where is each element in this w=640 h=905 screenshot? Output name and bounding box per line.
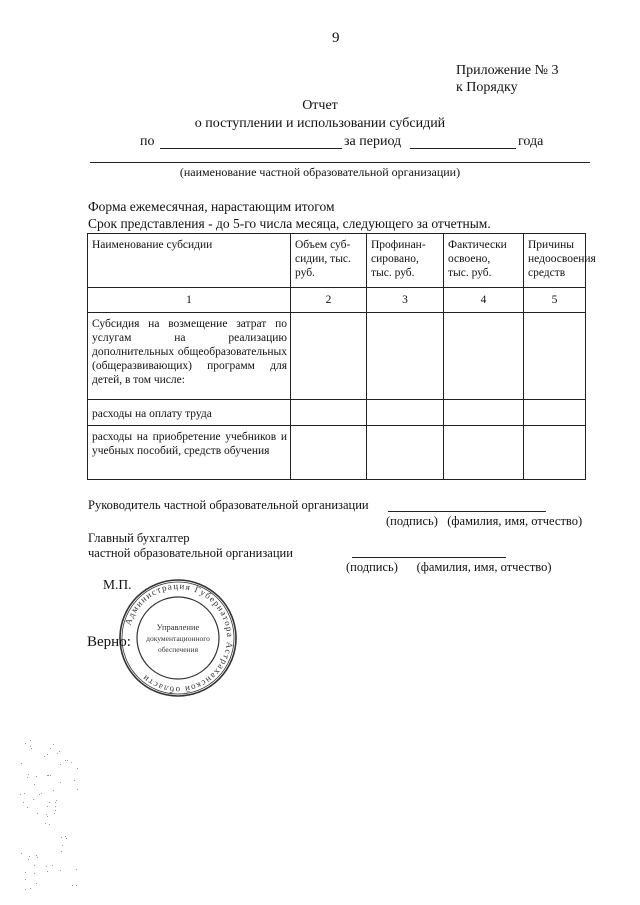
scan-speck [30,740,31,741]
scan-speck [30,888,31,889]
scan-speck [33,799,34,800]
accountant-signature-caption: (подпись) (фамилия, имя, отчество) [346,560,552,574]
scan-speck [47,816,48,817]
column-number: 4 [444,288,524,313]
head-signature-line [388,511,546,512]
scan-speck [49,802,50,803]
scan-speck [25,872,26,873]
scan-speck [57,753,58,754]
scan-speck [37,813,38,814]
column-number: 3 [367,288,444,313]
table-header-row [88,234,586,288]
header-cell-reasons: Причины недоосвоения средств [524,234,586,288]
page-number: 9 [332,30,340,46]
stamp-icon [117,577,239,699]
period-middle: за период [344,134,402,149]
org-name-blank [160,148,342,149]
scan-speck [46,814,47,815]
report-title: Отчет [302,98,338,113]
organization-caption: (наименование частной образовательной организации) [179,165,461,179]
scan-speck [67,760,68,761]
scan-speck [65,760,66,761]
table-row [88,426,586,480]
header-cell-name: Наименование субсидии [88,234,291,288]
scan-speck [25,743,26,744]
scan-speck [47,806,48,807]
accountant-label-1: Главный бухгалтер [88,531,190,545]
scan-speck [23,802,24,803]
scan-speck [24,793,25,794]
scan-speck [49,824,50,825]
scan-speck [47,871,48,872]
scan-speck [28,774,29,775]
table-cell [524,313,586,400]
column-number: 5 [524,288,586,313]
scan-speck [53,744,54,745]
head-signature-caption: (подпись) (фамилия, имя, отчество) [386,514,583,528]
organization-line [90,162,590,163]
scan-speck [66,838,67,839]
seal-place-label: М.П. [103,577,132,592]
scan-speck [28,859,29,860]
scan-speck [21,763,22,764]
stamp-inner-line-2: документационного [146,634,210,643]
accountant-signature-line [352,557,506,558]
scan-speck [34,784,35,785]
accountant-label-2: частной образовательной организации [88,546,293,560]
official-stamp [117,577,239,699]
scan-speck [36,776,37,777]
scan-speck [61,837,62,838]
table-cell [524,400,586,426]
scan-speck [27,807,28,808]
stamp-inner-line-1: Управление [156,622,200,632]
table-cell [524,426,586,480]
scan-speck [36,855,37,856]
scan-speck [47,754,48,755]
table-number-row [88,288,586,313]
scan-speck [55,810,56,811]
column-number: 1 [88,288,291,313]
scan-speck [53,790,54,791]
scan-speck [72,885,73,886]
scan-speck [34,865,35,866]
scan-speck [46,866,47,867]
scan-speck [77,768,78,769]
scan-speck [55,802,56,803]
scan-speck [37,857,38,858]
scan-speck [62,845,63,846]
scan-speck [29,856,30,857]
table-cell [444,400,524,426]
row-label-subsidy: Субсидия на возмещение затрат по услугам на реализацию дополнительных общеобразовательных (общеразвивающих) программ для детей, в том числе: [88,313,291,400]
table-cell [444,426,524,480]
scan-speck [55,806,56,807]
scan-speck [30,746,31,747]
scan-speck [25,879,26,880]
scan-speck [21,853,22,854]
scan-speck [76,885,77,886]
header-cell-volume: Объем суб- сидии, тыс. руб. [291,234,367,288]
appendix-line-1: Приложение № 3 [456,63,559,78]
scan-speck [54,813,55,814]
report-subtitle: о поступлении и использовании субсидий [194,116,446,131]
scan-speck [31,748,32,749]
scan-speck [48,775,49,776]
scan-speck [61,851,62,852]
submission-deadline: Срок представления - до 5-го числа месяца, следующего за отчетным. [88,216,491,231]
scan-speck [41,793,42,794]
header-cell-financed: Профинан- сировано, тыс. руб. [367,234,444,288]
period-blank [410,148,516,149]
table-cell [367,313,444,400]
report-table [87,233,596,480]
table-cell [444,313,524,400]
table-row [88,313,586,400]
certified-label: Верно: [87,634,131,650]
scan-speck [44,756,45,757]
table-cell [291,426,367,480]
table-cell [291,400,367,426]
scan-speck [77,789,78,790]
head-signature-label: Руководитель частной образовательной организации [88,498,369,512]
scan-speck [60,764,61,765]
scan-speck [59,751,60,752]
form-type: Форма ежемесячная, нарастающим итогом [88,199,335,214]
scan-speck [39,794,40,795]
scan-speck [60,870,61,871]
scan-speck [45,823,46,824]
period-suffix: года [518,134,544,149]
scan-speck [74,780,75,781]
stamp-outer-text: Администрация Губернатора Астраханской области [122,580,236,696]
table-row [88,400,586,426]
scan-speck [56,800,57,801]
table-cell [367,426,444,480]
scan-speck [76,869,77,870]
scan-speck [25,889,26,890]
scan-speck [36,883,37,884]
table-cell [367,400,444,426]
scan-speck [60,782,61,783]
scan-speck [50,775,51,776]
scan-speck [65,836,66,837]
scan-speck [27,777,28,778]
scan-speck [34,873,35,874]
row-label-salary: расходы на оплату труда [88,400,291,426]
period-prefix: по [140,134,155,149]
scan-speck [71,762,72,763]
scan-speck [20,794,21,795]
stamp-inner-line-3: обеспечения [157,645,199,654]
appendix-line-2: к Порядку [456,80,518,95]
scan-speck [52,865,53,866]
header-cell-actual: Фактически освоено, тыс. руб. [444,234,524,288]
table-cell [291,313,367,400]
column-number: 2 [291,288,367,313]
row-label-textbooks: расходы на приобретение учебников и учебных пособий, средств обучения [88,426,291,480]
appendix-header [456,62,636,96]
scan-speck [50,748,51,749]
